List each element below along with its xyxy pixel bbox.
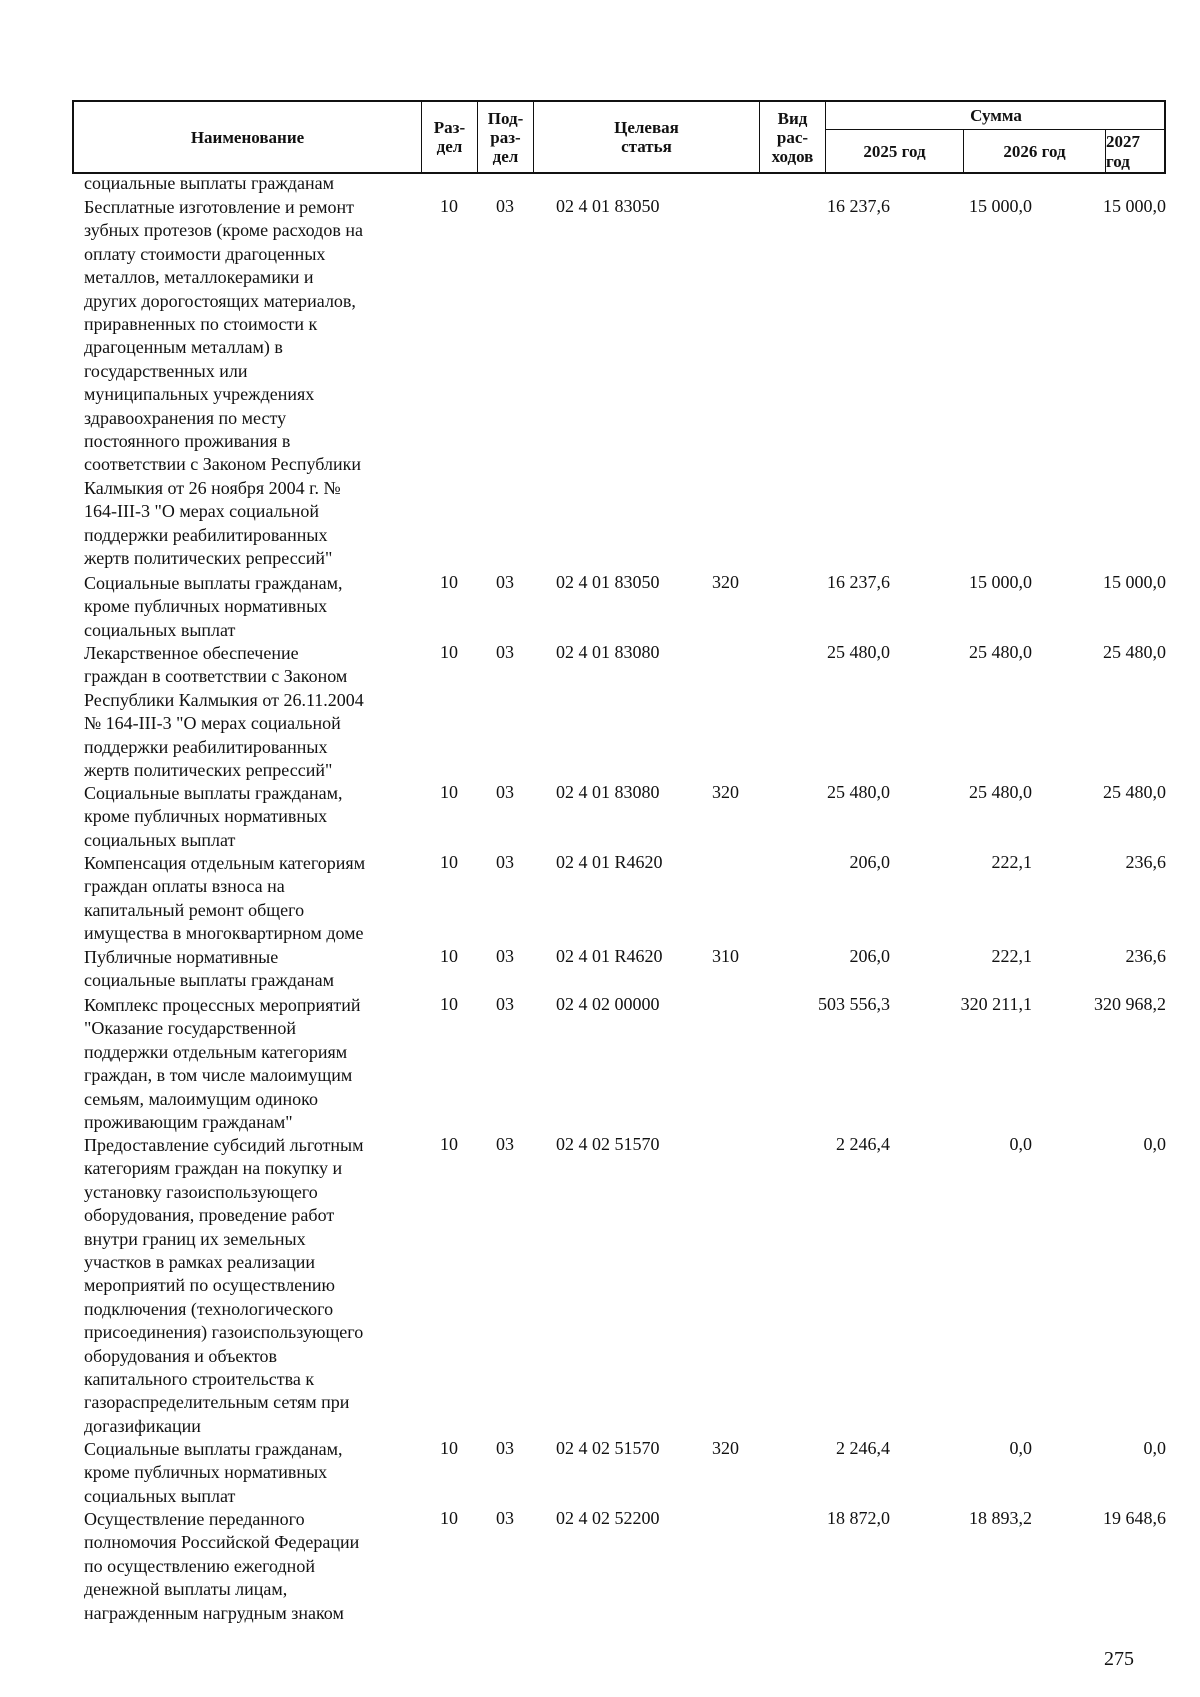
row-name: Социальные выплаты гражданам, кроме публичных нормативных социальных выплат [84,573,343,640]
row-sum-2026: 320 211,1 [960,994,1032,1014]
row-name: Социальные выплаты гражданам, кроме публичных нормативных социальных выплат [84,1439,343,1506]
header-name: Наименование [74,102,422,172]
page-number: 275 [1104,1648,1134,1670]
row-sum-2025: 503 556,3 [818,994,890,1014]
row-sum-2025: 2 246,4 [836,1438,890,1458]
row-podrazdel: 03 [496,1508,514,1528]
row-celevaya-statya: 02 4 01 R4620 [556,852,663,872]
row-celevaya-statya: 02 4 01 83050 [556,196,660,216]
row-celevaya-statya: 02 4 02 51570 [556,1438,660,1458]
row-celevaya-statya: 02 4 01 83050 [556,572,660,592]
row-vid-rashodov: 320 [712,782,739,802]
row-sum-2027: 320 968,2 [1094,994,1166,1014]
row-razdel: 10 [440,852,458,872]
row-razdel: 10 [440,994,458,1014]
row-vid-rashodov: 320 [712,572,739,592]
row-sum-2026: 222,1 [991,946,1032,966]
row-podrazdel: 03 [496,946,514,966]
header-year-2027: 2027 год [1106,132,1140,171]
row-razdel: 10 [440,1134,458,1154]
row-vid-rashodov: 310 [712,946,739,966]
row-name: Комплекс процессных мероприятий "Оказание государственной поддержки отдельным категориям граждан, в том числе малоимущим семьям, малоимущим одиноко проживающим гражданам" [84,995,361,1133]
row-sum-2027: 15 000,0 [1103,572,1166,592]
row-name: Публичные нормативные социальные выплаты гражданам [84,947,334,991]
row-razdel: 10 [440,196,458,216]
header-summa: Сумма [826,102,1166,130]
row-sum-2026: 25 480,0 [969,782,1032,802]
row-sum-2026: 222,1 [991,852,1032,872]
row-razdel: 10 [440,782,458,802]
row-podrazdel: 03 [496,1134,514,1154]
row-sum-2027: 0,0 [1143,1134,1166,1154]
row-sum-2026: 25 480,0 [969,642,1032,662]
row-sum-2025: 25 480,0 [827,642,890,662]
header-year-2026: 2026 год [964,130,1106,174]
row-sum-2026: 18 893,2 [969,1508,1032,1528]
row-razdel: 10 [440,946,458,966]
row-sum-2025: 16 237,6 [827,572,890,592]
row-celevaya-statya: 02 4 01 R4620 [556,946,663,966]
header-year-2025: 2025 год [826,130,964,174]
row-sum-2025: 206,0 [849,852,890,872]
row-podrazdel: 03 [496,1438,514,1458]
row-vid-rashodov: 320 [712,1438,739,1458]
row-name: социальные выплаты гражданам [84,173,334,193]
row-razdel: 10 [440,572,458,592]
row-razdel: 10 [440,1508,458,1528]
row-name: Социальные выплаты гражданам, кроме публичных нормативных социальных выплат [84,783,343,850]
row-celevaya-statya: 02 4 01 83080 [556,642,660,662]
row-name: Осуществление переданного полномочия Российской Федерации по осуществлению ежегодной денежной выплаты лицам, награжденным нагрудным знаком [84,1509,360,1623]
row-sum-2026: 0,0 [1009,1134,1032,1154]
row-name: Лекарственное обеспечение граждан в соответствии с Законом Республики Калмыкия от 26.11.2004 № 164-III-3 "О мерах социальной поддержки реабилитированных жертв политических репрессий" [84,643,364,781]
row-podrazdel: 03 [496,994,514,1014]
header-vid-rashodov: Вид рас- ходов [760,102,826,172]
row-sum-2025: 16 237,6 [827,196,890,216]
row-podrazdel: 03 [496,642,514,662]
row-podrazdel: 03 [496,572,514,592]
row-sum-2027: 15 000,0 [1103,196,1166,216]
row-celevaya-statya: 02 4 02 00000 [556,994,660,1014]
row-name: Бесплатные изготовление и ремонт зубных протезов (кроме расходов на оплату стоимости драгоценных металлов, металлокерамики и других дорогостоящих материалов, приравненных по стоимости к драгоценным металлам) в государственных или муниципальных учреждениях здравоохранения по месту постоянного проживания в соответствии с Законом Республики Калмыкия от 26 ноября 2004 г. № 164-III-3 "О мерах социальной поддержки реабилитированных жертв политических репрессий" [84,197,363,569]
row-sum-2026: 15 000,0 [969,572,1032,592]
row-sum-2025: 25 480,0 [827,782,890,802]
header-podrazdel: Под- раз- дел [478,102,534,172]
row-sum-2027: 236,6 [1125,852,1166,872]
row-sum-2027: 236,6 [1125,946,1166,966]
row-sum-2026: 0,0 [1009,1438,1032,1458]
row-razdel: 10 [440,642,458,662]
row-podrazdel: 03 [496,852,514,872]
header-razdel: Раз- дел [422,102,478,172]
header-celevaya-statya: Целевая статья [534,102,760,172]
row-razdel: 10 [440,1438,458,1458]
row-podrazdel: 03 [496,782,514,802]
row-sum-2026: 15 000,0 [969,196,1032,216]
row-celevaya-statya: 02 4 02 52200 [556,1508,660,1528]
row-sum-2027: 25 480,0 [1103,642,1166,662]
row-name: Компенсация отдельным категориям граждан оплаты взноса на капитальный ремонт общего имущества в многоквартирном доме [84,853,366,944]
row-sum-2025: 18 872,0 [827,1508,890,1528]
row-podrazdel: 03 [496,196,514,216]
row-celevaya-statya: 02 4 01 83080 [556,782,660,802]
row-name: Предоставление субсидий льготным категориям граждан на покупку и установку газоиспользующего оборудования, проведение работ внутри границ их земельных участков в рамках реализации мероприятий по осуществлению подключения (технологического присоединения) газоиспользующего оборудования и объектов капитального строительства к газораспределительным сетям при догазификации [84,1135,364,1436]
row-sum-2027: 0,0 [1143,1438,1166,1458]
row-sum-2025: 206,0 [849,946,890,966]
row-celevaya-statya: 02 4 02 51570 [556,1134,660,1154]
row-sum-2025: 2 246,4 [836,1134,890,1154]
row-sum-2027: 19 648,6 [1103,1508,1166,1528]
row-sum-2027: 25 480,0 [1103,782,1166,802]
